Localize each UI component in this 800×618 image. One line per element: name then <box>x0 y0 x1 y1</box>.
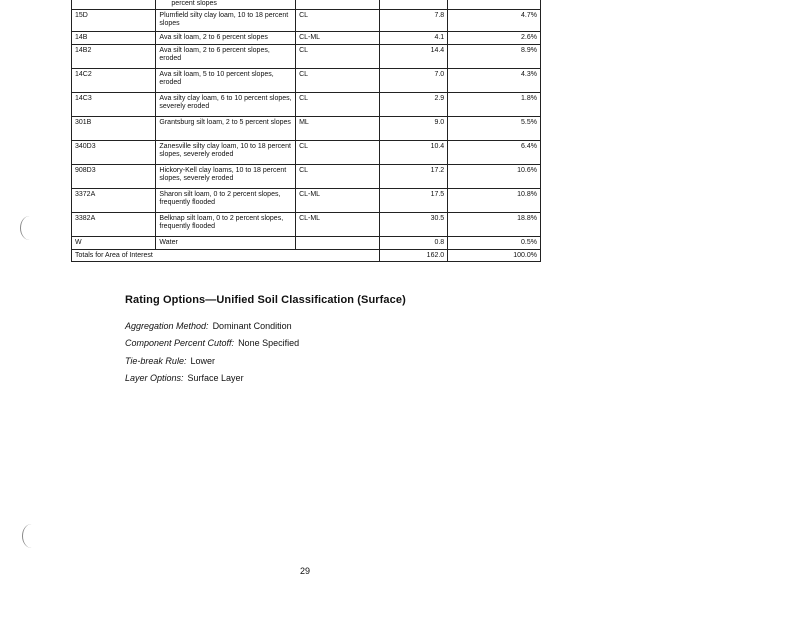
punch-hole-mark <box>20 216 39 240</box>
percent-of-aoi: 18.8% <box>448 213 541 237</box>
map-unit-symbol <box>72 0 156 10</box>
map-unit-name <box>156 213 296 237</box>
rating: CL-ML <box>296 213 380 237</box>
acres-in-aoi: 0.8 <box>380 237 448 250</box>
table-row <box>72 165 541 189</box>
map-unit-name <box>156 45 296 69</box>
map-unit-name-text: Ava silt loam, 5 to 10 percent slopes, eroded <box>159 71 274 86</box>
rating-options-title: Rating Options—Unified Soil Classification (Surface) <box>125 294 406 306</box>
map-unit-name-text: Ava silt loam, 2 to 6 percent slopes <box>159 34 268 41</box>
acres-in-aoi: 30.5 <box>380 213 448 237</box>
totals-row <box>72 250 541 262</box>
table-row <box>72 189 541 213</box>
rating: ML <box>296 117 380 141</box>
percent-of-aoi: 1.8% <box>448 93 541 117</box>
acres-in-aoi: 7.0 <box>380 69 448 93</box>
table-row <box>72 69 541 93</box>
page-number: 29 <box>300 566 311 576</box>
acres-in-aoi: 10.4 <box>380 141 448 165</box>
map-unit-name <box>156 69 296 93</box>
component-percent-cutoff-option <box>125 338 299 348</box>
map-unit-symbol: 301B <box>72 117 156 141</box>
rating: CL <box>296 69 380 93</box>
map-unit-symbol: 14B <box>72 32 156 45</box>
acres-in-aoi: 2.9 <box>380 93 448 117</box>
option-label: Layer Options: <box>125 373 184 383</box>
percent-of-aoi: 0.5% <box>448 237 541 250</box>
map-unit-symbol: 14C3 <box>72 93 156 117</box>
map-unit-symbol: 3372A <box>72 189 156 213</box>
percent-of-aoi: 10.8% <box>448 189 541 213</box>
table-row <box>72 45 541 69</box>
map-unit-symbol: 14B2 <box>72 45 156 69</box>
table-row <box>72 213 541 237</box>
map-unit-symbol: 340D3 <box>72 141 156 165</box>
rating <box>296 0 380 10</box>
percent-of-aoi: 10.6% <box>448 165 541 189</box>
rating: CL-ML <box>296 189 380 213</box>
map-unit-name-text: Hickory-Kell clay loams, 10 to 18 percent slopes, severely eroded <box>159 167 287 182</box>
totals-acres: 162.0 <box>380 250 448 262</box>
option-label: Tie-break Rule: <box>125 356 187 366</box>
rating: CL <box>296 10 380 32</box>
map-unit-name-text: Zanesville silty clay loam, 10 to 18 percent slopes, severely eroded <box>159 143 291 158</box>
rating <box>296 237 380 250</box>
rating: CL <box>296 165 380 189</box>
table-row <box>72 32 541 45</box>
map-unit-name-text: Ava silt loam, 2 to 6 percent slopes, eroded <box>159 47 270 62</box>
tie-break-rule-option <box>125 356 215 366</box>
map-unit-symbol: W <box>72 237 156 250</box>
acres-in-aoi: 17.5 <box>380 189 448 213</box>
table-row <box>72 0 541 10</box>
acres-in-aoi: 9.0 <box>380 117 448 141</box>
map-unit-name-text: Plumfield silty clay loam, 10 to 18 percent slopes <box>159 12 289 27</box>
map-unit-name-text: Belknap silt loam, 0 to 2 percent slopes, frequently flooded <box>159 215 284 230</box>
acres-in-aoi: 7.8 <box>380 10 448 32</box>
table-row <box>72 141 541 165</box>
percent-of-aoi: 4.7% <box>448 10 541 32</box>
map-unit-name <box>156 237 296 250</box>
rating: CL-ML <box>296 32 380 45</box>
rating: CL <box>296 93 380 117</box>
table-row <box>72 117 541 141</box>
map-unit-name-text: Ava silty clay loam, 6 to 10 percent slopes, severely eroded <box>159 95 292 110</box>
percent-of-aoi: 8.9% <box>448 45 541 69</box>
option-value: Dominant Condition <box>212 321 292 331</box>
totals-percent: 100.0% <box>448 250 541 262</box>
percent-of-aoi: 4.3% <box>448 69 541 93</box>
percent-of-aoi <box>448 0 541 10</box>
acres-in-aoi <box>380 0 448 10</box>
layer-options-option <box>125 373 244 383</box>
map-unit-name-text: Grantsburg silt loam, 2 to 5 percent slopes <box>159 119 291 126</box>
map-unit-symbol: 3382A <box>72 213 156 237</box>
map-unit-symbol: 908D3 <box>72 165 156 189</box>
percent-of-aoi: 5.5% <box>448 117 541 141</box>
rating: CL <box>296 141 380 165</box>
option-label: Component Percent Cutoff: <box>125 338 235 348</box>
acres-in-aoi: 17.2 <box>380 165 448 189</box>
option-value: Surface Layer <box>187 373 244 383</box>
rating: CL <box>296 45 380 69</box>
map-unit-name-text: Sharon silt loam, 0 to 2 percent slopes, frequently flooded <box>159 191 281 206</box>
percent-of-aoi: 2.6% <box>448 32 541 45</box>
map-unit-name <box>156 117 296 141</box>
map-unit-name-text: Water <box>159 239 178 246</box>
acres-in-aoi: 4.1 <box>380 32 448 45</box>
option-value: None Specified <box>238 338 300 348</box>
table-row <box>72 93 541 117</box>
table-body <box>72 0 541 262</box>
map-unit-symbol: 14C2 <box>72 69 156 93</box>
map-unit-name <box>156 141 296 165</box>
map-unit-name-text: percent slopes <box>171 0 217 7</box>
map-unit-name <box>156 0 296 10</box>
punch-hole-mark <box>22 524 41 548</box>
map-unit-name <box>156 165 296 189</box>
table-row <box>72 237 541 250</box>
map-unit-name <box>156 93 296 117</box>
option-value: Lower <box>190 356 215 366</box>
aggregation-method-option <box>125 321 292 331</box>
percent-of-aoi: 6.4% <box>448 141 541 165</box>
map-unit-name <box>156 32 296 45</box>
map-unit-name <box>156 10 296 32</box>
acres-in-aoi: 14.4 <box>380 45 448 69</box>
map-unit-name <box>156 189 296 213</box>
map-unit-symbol: 15D <box>72 10 156 32</box>
option-label: Aggregation Method: <box>125 321 209 331</box>
soil-map-unit-table <box>71 0 541 262</box>
totals-label: Totals for Area of Interest <box>72 250 380 262</box>
table-row <box>72 10 541 32</box>
